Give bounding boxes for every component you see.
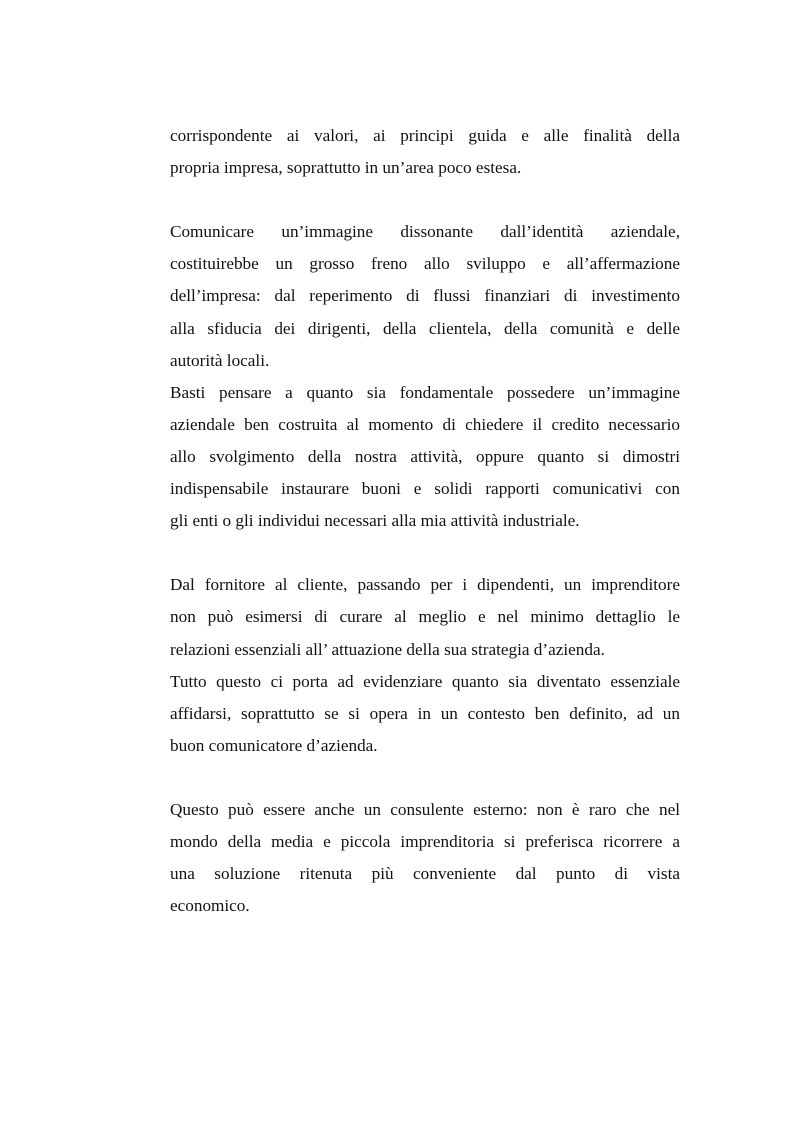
paragraph-5 xyxy=(170,666,680,762)
paragraph-1 xyxy=(170,120,680,184)
text-line: gli enti o gli individui necessari alla mia attività industriale. xyxy=(170,511,580,531)
text-line: relazioni essenziali all’ attuazione della sua strategia d’azienda. xyxy=(170,639,605,659)
text-line: alla sfiducia dei dirigenti, della clientela, della comunità e delle xyxy=(170,318,680,338)
text-line: Basti pensare a quanto sia fondamentale possedere un’immagine xyxy=(170,382,680,402)
text-line: propria impresa, soprattutto in un’area poco estesa. xyxy=(170,158,522,178)
paragraph-3 xyxy=(170,377,680,537)
text-line: economico. xyxy=(170,896,250,916)
text-line: mondo della media e piccola imprenditoria si preferisca ricorrere a xyxy=(170,832,680,852)
text-line: Questo può essere anche un consulente esterno: non è raro che nel xyxy=(170,799,680,819)
text-line: Comunicare un’immagine dissonante dall’identità aziendale, xyxy=(170,222,680,242)
text-line: buon comunicatore d’azienda. xyxy=(170,735,378,755)
text-line: affidarsi, soprattutto se si opera in un contesto ben definito, ad un xyxy=(170,703,680,723)
text-line: autorità locali. xyxy=(170,350,270,370)
text-line: Tutto questo ci porta ad evidenziare quanto sia diventato essenziale xyxy=(170,671,680,691)
paragraph-6 xyxy=(170,794,680,922)
text-line: una soluzione ritenuta più conveniente dal punto di vista xyxy=(170,864,680,884)
text-line: Dal fornitore al cliente, passando per i dipendenti, un imprenditore xyxy=(170,575,680,595)
text-line: corrispondente ai valori, ai principi guida e alle finalità della xyxy=(170,126,680,145)
text-line: allo svolgimento della nostra attività, oppure quanto si dimostri xyxy=(170,446,680,466)
paragraph-4 xyxy=(170,569,680,665)
body-text xyxy=(170,120,680,922)
text-line: aziendale ben costruita al momento di chiedere il credito necessario xyxy=(170,414,680,434)
text-line: costituirebbe un grosso freno allo sviluppo e all’affermazione xyxy=(170,254,680,274)
text-line: indispensabile instaurare buoni e solidi rapporti comunicativi con xyxy=(170,479,680,499)
paragraph-2 xyxy=(170,216,680,376)
text-line: dell’impresa: dal reperimento di flussi finanziari di investimento xyxy=(170,286,680,306)
text-line: non può esimersi di curare al meglio e nel minimo dettaglio le xyxy=(170,607,680,627)
